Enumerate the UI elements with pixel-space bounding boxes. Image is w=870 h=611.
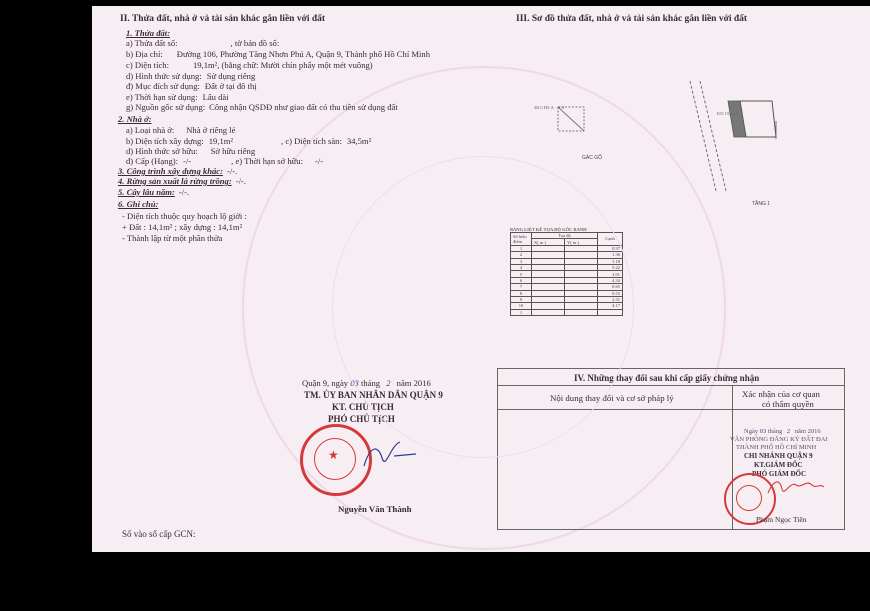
director-name: Phạm Ngọc Tiên (756, 515, 807, 524)
coord-row (511, 277, 623, 283)
coord-row (511, 303, 623, 309)
confirm-date: Ngày 03 tháng 2 năm 2016 (744, 428, 821, 435)
production-forest: 4. Rừng sản xuất là rừng trồng: -/-. (118, 176, 246, 186)
coord-table (510, 232, 623, 316)
coord-edge: 0.53 (598, 290, 623, 296)
coord-edge (598, 309, 623, 315)
confirm-org-5: PHÓ GIÁM ĐỐC (752, 470, 807, 478)
changes-content-header: Nội dung thay đổi và cơ sở pháp lý (550, 393, 674, 403)
coord-point: 3 (511, 258, 532, 264)
section-iv-title: IV. Những thay đổi sau khi cấp giấy chứng nhận (574, 373, 760, 383)
coord-point: 6 (511, 277, 532, 283)
coord-y-blank (565, 245, 598, 251)
confirm-org-4: KT.GIÁM ĐỐC (754, 461, 803, 469)
coord-x-blank (532, 284, 565, 290)
coord-row (511, 264, 623, 270)
certificate-page (92, 6, 870, 552)
coord-x-blank (532, 264, 565, 270)
authority-header-2: có thẩm quyền (762, 399, 814, 409)
other-construction: 3. Công trình xây dựng khác: -/-. (118, 166, 238, 176)
coord-x-blank (532, 303, 565, 309)
coord-edge: 1.36 (598, 252, 623, 258)
coord-row (511, 296, 623, 302)
signer-name: Nguyễn Văn Thành (338, 504, 412, 514)
chairman-signature (360, 436, 420, 476)
coord-x-blank (532, 252, 565, 258)
coord-x-blank (532, 309, 565, 315)
house-area: b) Diện tích xây dựng: 19,1m² , c) Diện tích sàn: 34,5m² (126, 136, 372, 146)
house-heading: 2. Nhà ở: (118, 114, 152, 124)
usage-form: d) Hình thức sử dụng: Sử dụng riêng (126, 71, 256, 81)
coord-row (511, 271, 623, 277)
coord-edge: 0.97 (598, 245, 623, 251)
authority-header-1: Xác nhận của cơ quan (742, 389, 820, 399)
coord-point: 9 (511, 296, 532, 302)
coord-edge: 3.91 (598, 271, 623, 277)
coord-row (511, 252, 623, 258)
coord-x-blank (532, 277, 565, 283)
director-signature (766, 475, 826, 499)
coord-point: 8 (511, 290, 532, 296)
coord-row (511, 284, 623, 290)
coord-header-group: Tọa độ (532, 233, 598, 239)
coord-edge: 4.17 (598, 303, 623, 309)
confirm-org-2: THÀNH PHỐ HỒ CHÍ MINH (736, 444, 817, 451)
gacgo-label: GÁC GỖ (582, 155, 603, 161)
coord-y-blank (565, 309, 598, 315)
registry-number: Số vào sổ cấp GCN: (122, 529, 196, 539)
coord-edge: 0.65 (598, 284, 623, 290)
coord-point: 4 (511, 264, 532, 270)
panel-divider-2 (498, 409, 844, 410)
coord-point: 1 (511, 309, 532, 315)
issuer-role-2: PHÓ CHỦ TỊCH (328, 414, 395, 424)
coord-y-blank (565, 303, 598, 309)
section-ii-title: II. Thửa đất, nhà ở và tài sản khác gắn liền với đất (120, 14, 326, 24)
coord-header-edge: Cạnh (598, 233, 623, 246)
coord-point: 7 (511, 284, 532, 290)
confirm-org-1: VĂN PHÒNG ĐĂNG KÝ ĐẤT ĐAI (730, 436, 828, 443)
usage-purpose: đ) Mục đích sử dụng: Đất ở tại đô thị (126, 81, 257, 91)
coord-x-blank (532, 258, 565, 264)
perennial-trees: 5. Cây lâu năm: -/-. (118, 187, 190, 197)
coord-edge: 2.31 (598, 296, 623, 302)
coord-edge: 4.34 (598, 277, 623, 283)
issuer-org: TM. ỦY BAN NHÂN DÂN QUẬN 9 (304, 390, 443, 400)
note-line-1: - Diện tích thuộc quy hoạch lộ giới : (122, 211, 247, 221)
house-grade: đ) Cấp (Hạng): -/- , e) Thời hạn sở hữu: -/- (126, 156, 324, 166)
coord-edge: 1.18 (598, 258, 623, 264)
note-line-3: - Thành lập từ một phần thửa (122, 233, 223, 243)
land-heading: 1. Thửa đất: (126, 28, 171, 38)
issue-date: Quận 9, ngày 03 tháng 2 năm 2016 (302, 378, 431, 388)
seal-star-icon: ★ (328, 448, 339, 462)
coord-row (511, 290, 623, 296)
coord-point: 5 (511, 271, 532, 277)
coord-point: 1 (511, 245, 532, 251)
usage-term: e) Thời hạn sử dụng: Lâu dài (126, 92, 229, 102)
house-type: a) Loại nhà ở: Nhà ở riêng lẻ (126, 125, 236, 135)
diagram-dim-2: KD 19,1m² (717, 111, 738, 116)
issuer-role-1: KT. CHỦ TỊCH (332, 402, 394, 412)
diagram-dim-1: 4R.0 HS.A · ·C3 (534, 105, 565, 110)
coord-point: 2 (511, 252, 532, 258)
coord-y-blank (565, 284, 598, 290)
house-ownership: d) Hình thức sở hữu: Sở hữu riêng (126, 146, 256, 156)
coord-x-blank (532, 245, 565, 251)
area: c) Diện tích: 19,1m², (bằng chữ: Mười chín phẩy một mét vuông) (126, 60, 373, 70)
address: b) Địa chỉ: Đường 106, Phường Tăng Nhơn Phú A, Quận 9, Thành phố Hồ Chí Minh (126, 49, 430, 59)
coord-row (511, 309, 623, 315)
coord-y-blank (565, 290, 598, 296)
changes-panel (497, 368, 845, 530)
note-line-2: + Đất : 14,1m² ; xây dựng : 14,1m² (122, 222, 243, 232)
coord-y-blank (565, 264, 598, 270)
coord-y-blank (565, 258, 598, 264)
section-iii-title: III. Sơ đồ thửa đất, nhà ở và tài sản khác gắn liền với đất (516, 14, 748, 24)
coord-x-blank (532, 296, 565, 302)
coord-row (511, 258, 623, 264)
usage-origin: g) Nguồn gốc sử dụng: Công nhận QSDĐ như giao đất có thu tiền sử dụng đất (126, 102, 398, 112)
coord-table-title: BẢNG LIỆT KÊ TỌA ĐỘ GÓC RANH (510, 227, 587, 232)
coord-header-point: Số hiệu điểm (511, 233, 532, 246)
coord-row (511, 245, 623, 251)
coord-y-blank (565, 252, 598, 258)
coord-point: 10 (511, 303, 532, 309)
parcel-number: a) Thửa đất số: , tờ bản đồ số: (126, 38, 280, 48)
tang1-label: TẦNG 1 (752, 201, 771, 207)
coord-header-x: X( m ) (532, 239, 565, 245)
coord-y-blank (565, 277, 598, 283)
coord-x-blank (532, 290, 565, 296)
coord-x-blank (532, 271, 565, 277)
coord-y-blank (565, 271, 598, 277)
coord-header-y: Y( m ) (565, 239, 598, 245)
office-seal-inner (736, 485, 762, 511)
confirm-org-3: CHI NHÁNH QUẬN 9 (744, 452, 813, 460)
coord-edge: 5.22 (598, 264, 623, 270)
panel-divider (498, 385, 844, 386)
notes-heading: 6. Ghi chú: (118, 199, 159, 209)
coord-y-blank (565, 296, 598, 302)
parcel-diagram (540, 81, 780, 211)
